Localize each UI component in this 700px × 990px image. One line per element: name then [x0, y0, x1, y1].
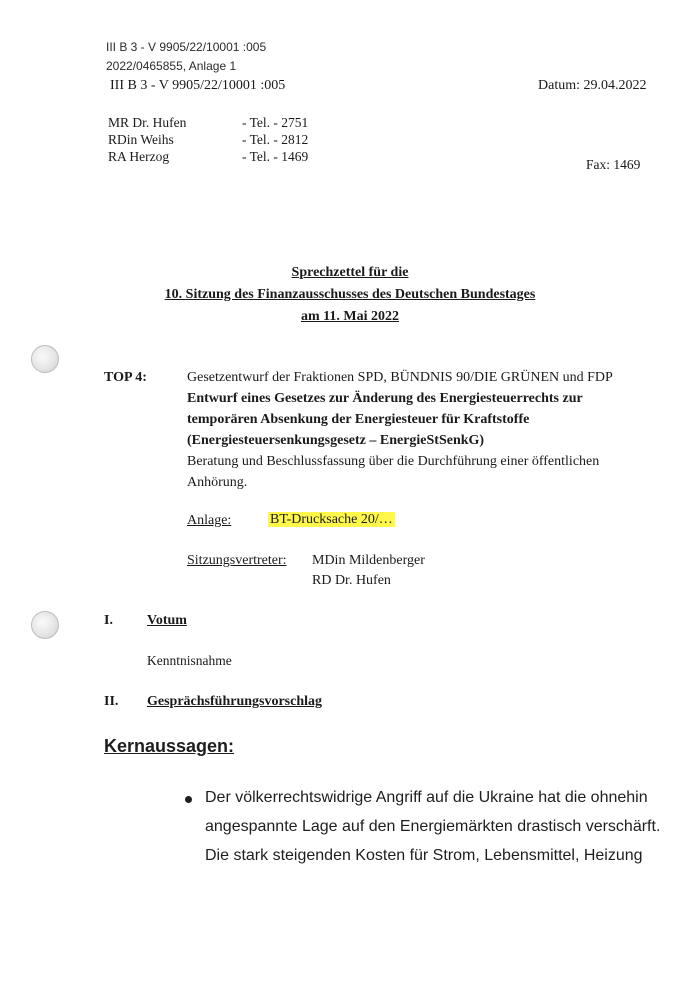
agenda-item-label: TOP 4: — [104, 370, 147, 385]
section-title-votum: Votum — [147, 613, 187, 628]
attachment-reference — [268, 512, 395, 528]
contact-phone: - Tel. - 1469 — [242, 149, 309, 164]
contact-name: RA Herzog — [108, 149, 170, 164]
contact-name: MR Dr. Hufen — [108, 115, 187, 130]
bill-title-line: temporären Absenkung der Energiesteuer für Kraftstoffe — [187, 412, 530, 427]
agenda-description-line: Beratung und Beschlussfassung über die Durchführung einer öffentlichen — [187, 454, 600, 469]
bill-title-line: (Energiesteuersenkungsgesetz – EnergieStSenkG) — [187, 433, 485, 448]
stamp-reference: III B 3 - V 9905/22/10001 :005 — [106, 40, 267, 54]
document-date: Datum: 29.04.2022 — [538, 78, 647, 93]
stamp-document-id: 2022/0465855, Anlage 1 — [106, 59, 237, 73]
attachment-reference-text: BT-Drucksache 20/… — [270, 512, 393, 527]
statement-line: Der völkerrechtswidrige Angriff auf die Ukraine hat die ohnehin — [205, 789, 648, 806]
fax-number: Fax: 1469 — [586, 157, 641, 172]
bullet-point — [185, 796, 192, 803]
title-line-3: am 11. Mai 2022 — [301, 309, 399, 324]
representatives-label: Sitzungsvertreter: — [187, 553, 287, 568]
section-number: I. — [104, 613, 113, 628]
section-title-proposal: Gesprächsführungsvorschlag — [147, 694, 323, 709]
representative-name: MDin Mildenberger — [312, 553, 425, 568]
section-number: II. — [104, 694, 119, 709]
title-line-2: 10. Sitzung des Finanzausschusses des Deutschen Bundestages — [164, 287, 536, 302]
punch-hole — [31, 345, 59, 373]
contact-phone: - Tel. - 2812 — [242, 132, 309, 147]
attachment-label: Anlage: — [187, 513, 232, 528]
agenda-description-line: Anhörung. — [187, 475, 248, 490]
title-line-1: Sprechzettel für die — [291, 265, 409, 280]
contact-phone: - Tel. - 2751 — [242, 115, 309, 130]
representative-name: RD Dr. Hufen — [312, 573, 391, 588]
statement-line: Die stark steigenden Kosten für Strom, Lebensmittel, Heizung — [205, 847, 643, 864]
agenda-item-intro: Gesetzentwurf der Fraktionen SPD, BÜNDNIS 90/DIE GRÜNEN und FDP — [187, 370, 613, 385]
punch-hole — [31, 611, 59, 639]
key-statements-heading: Kernaussagen: — [104, 736, 235, 756]
bill-title-line: Entwurf eines Gesetzes zur Änderung des Energiesteuerrechts zur — [187, 391, 583, 406]
vote-text: Kenntnisnahme — [147, 653, 232, 668]
statement-line: angespannte Lage auf den Energiemärkten drastisch verschärft. — [205, 818, 661, 835]
contact-name: RDin Weihs — [108, 132, 174, 147]
file-reference: III B 3 - V 9905/22/10001 :005 — [110, 78, 286, 93]
